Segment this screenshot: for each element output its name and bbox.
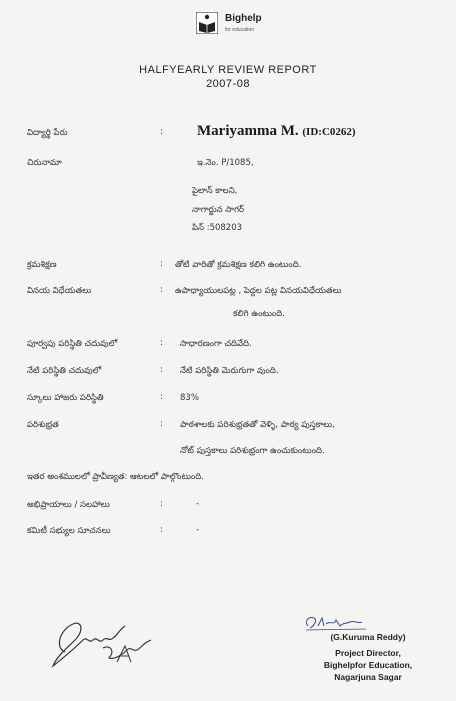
discipline-label: క్రమశిక్షణ — [27, 260, 57, 270]
colon: : — [160, 365, 164, 375]
current-status-label: నేటి పరిస్థితి చదువులో — [27, 366, 102, 376]
cleanliness-value-cont: నోట్ పుస్తకాలు పరిశుభ్రంగా ఉంచుకుంటుంది. — [180, 446, 325, 456]
colon: : — [160, 525, 164, 535]
address-line: ఇ.నెం. P/1085, — [197, 158, 254, 168]
colon: : — [160, 285, 164, 295]
book-person-icon — [196, 12, 218, 34]
opinions-label: అభిప్రాయాలు / సలహాలు — [27, 500, 110, 510]
opinions-value: - — [196, 499, 200, 509]
previous-status-label: పూర్వపు పరిస్థితి చదువులో — [27, 339, 118, 349]
colon: : — [160, 338, 164, 348]
report-year: 2007-08 — [206, 78, 250, 90]
address-line: నాగార్జున సాగర్ — [192, 205, 245, 215]
logo-tagline: for education — [225, 27, 254, 33]
address-label: చిరునామా — [27, 158, 62, 168]
signatory-org: Bighelpfor Education, — [323, 660, 413, 670]
previous-status-value: సాధారణంగా చదివేది. — [180, 339, 252, 349]
committee-label: కమిటీ సభ్యుల సూచనలు — [27, 526, 111, 536]
behaviour-value-cont: కలిగి ఉంటుంది. — [233, 309, 285, 319]
other-skills-line: ఇతర అంశములలో ప్రావీణ్యత: ఆటలలో పాల్గొంటుంది. — [27, 472, 204, 482]
behaviour-label: వినయ విధేయతలు — [27, 286, 92, 296]
colon: : — [160, 259, 164, 269]
committee-value: - — [196, 525, 200, 535]
student-id: (ID:C0262) — [302, 126, 356, 138]
signatory-name: (G.Kuruma Reddy) — [330, 632, 406, 642]
student-name-label: విద్యార్థి పేరు — [27, 128, 68, 138]
colon: : — [160, 392, 164, 402]
colon: : — [160, 419, 164, 429]
colon: : — [160, 127, 164, 137]
student-name — [197, 123, 356, 140]
bighelp-logo — [196, 10, 276, 40]
report-title: HALFYEARLY REVIEW REPORT — [139, 64, 317, 76]
colon: : — [160, 499, 164, 509]
handwritten-signature-left — [45, 600, 165, 675]
cleanliness-label: పరిశుభ్రత — [27, 420, 59, 430]
behaviour-value: ఉపాధ్యాయులపట్ల , పెద్దల పట్ల వినయవిధేయతలు — [175, 286, 342, 296]
signatory-place: Nagarjuna Sagar — [334, 672, 402, 682]
address-line: పిన్ :508203 — [192, 223, 243, 233]
student-name-text: Mariyamma M. — [197, 123, 299, 139]
address-line: పైలాన్ కాలని, — [192, 186, 238, 196]
logo-name: Bighelp — [225, 13, 262, 24]
cleanliness-value: పాఠశాలకు పరిశుభ్రతతో వెళ్ళి, పాఠ్య పుస్తకాలు, — [180, 420, 335, 430]
attendance-value: 83% — [180, 393, 199, 403]
handwritten-signature-right — [300, 612, 370, 634]
discipline-value: తోటి వారితో క్రమశిక్షణ కలిగి ఉంటుంది. — [175, 260, 302, 270]
attendance-label: స్కూలు హాజరు పరిస్థితి — [27, 393, 104, 403]
current-status-value: నేటి పరిస్థితి మెరుగుగా వుంది. — [180, 366, 279, 376]
signatory-title: Project Director, — [335, 648, 401, 658]
